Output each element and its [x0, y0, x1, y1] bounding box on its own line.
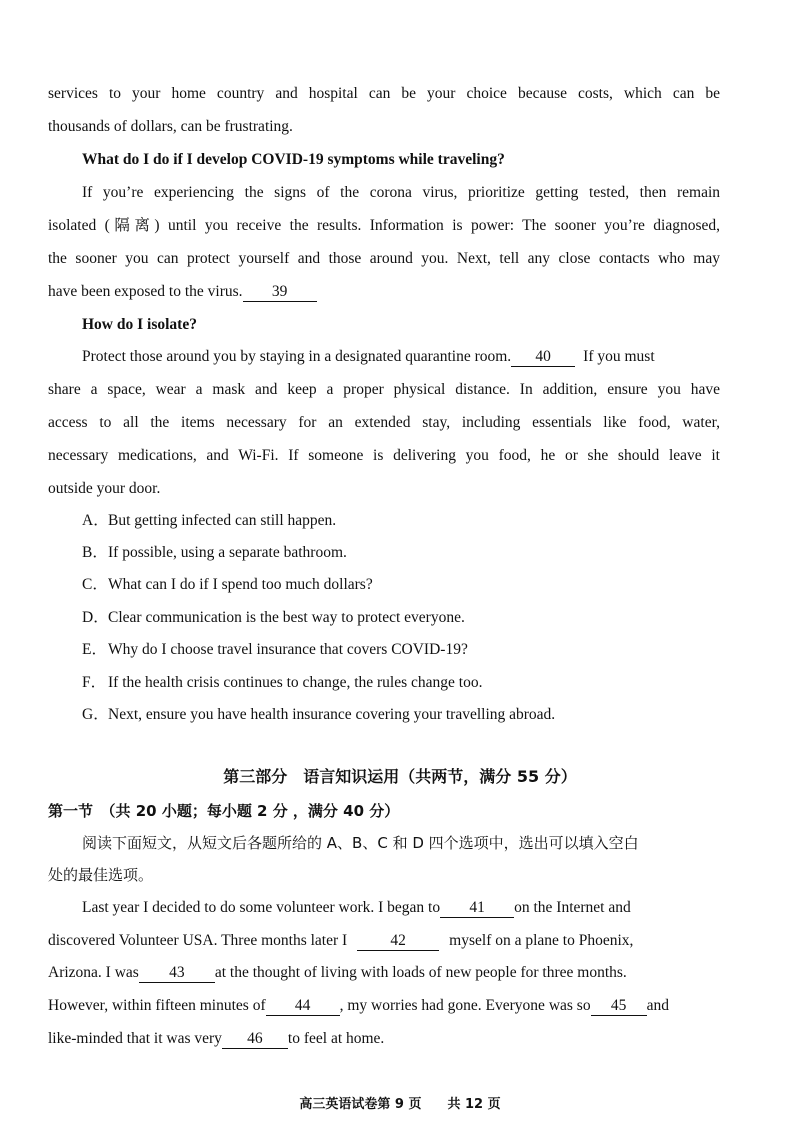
blank-46[interactable]: 46: [222, 1030, 288, 1049]
option-g[interactable]: [82, 704, 682, 726]
passage-line5: [48, 1028, 720, 1050]
option-f[interactable]: [82, 672, 682, 694]
passage-line1: [82, 897, 720, 919]
option-letter: G．: [82, 706, 109, 723]
page-footer: 高三英语试卷第 9 页 共 12 页: [299, 1097, 501, 1112]
option-text: Why do I choose travel insurance that covers COVID-19?: [108, 641, 468, 658]
option-letter: F．: [82, 674, 107, 691]
option-letter: D．: [82, 609, 109, 626]
para3-line1: [82, 346, 720, 368]
para3-line2: share a space, wear a mask and keep a proper physical distance. In addition, ensure you have: [48, 381, 720, 398]
option-e[interactable]: [82, 639, 682, 661]
heading-symptoms: What do I do if I develop COVID-19 symptoms while traveling?: [82, 151, 505, 168]
passage-text: However, within fifteen minutes of: [48, 997, 266, 1014]
option-text: Next, ensure you have health insurance covering your travelling abroad.: [108, 706, 556, 723]
passage-text: discovered Volunteer USA. Three months later I: [48, 932, 348, 949]
passage-text: on the Internet and: [514, 899, 631, 916]
para1-line1: services to your home country and hospital can be your choice because costs, which can be: [48, 85, 720, 102]
passage-line3: [48, 962, 720, 984]
option-d[interactable]: [82, 607, 682, 629]
para2-line4-text: have been exposed to the virus.: [48, 283, 243, 300]
passage-text: and: [646, 997, 669, 1014]
option-text: Clear communication is the best way to protect everyone.: [108, 609, 465, 626]
passage-text: Last year I decided to do some volunteer work. I began to: [82, 899, 441, 916]
option-letter: B．: [82, 544, 108, 561]
passage-text: myself on a plane to Phoenix,: [449, 932, 634, 949]
blank-42[interactable]: 42: [357, 932, 439, 951]
option-letter: C．: [82, 576, 108, 593]
blank-40[interactable]: 40: [511, 348, 575, 367]
passage-text: to feel at home.: [287, 1030, 385, 1047]
blank-44[interactable]: 44: [266, 997, 340, 1016]
para2-line3: the sooner you can protect yourself and those around you. Next, tell any close contacts who may: [48, 250, 720, 267]
blank-39[interactable]: 39: [243, 283, 317, 302]
instruction-line1: 阅读下面短文，从短文后各题所给的 A、B、C 和 D 四个选项中，选出可以填入空白: [82, 834, 639, 852]
passage-text: at the thought of living with loads of new people for three months.: [214, 964, 627, 981]
para3-line1-tail: If you must: [583, 348, 655, 365]
blank-45[interactable]: 45: [591, 997, 647, 1016]
passage-line2: [48, 930, 720, 952]
para2-line1: If you’re experiencing the signs of the corona virus, prioritize getting tested, then remain: [82, 184, 720, 201]
passage-text: , my worries had gone. Everyone was so: [339, 997, 591, 1014]
passage-line4: [48, 995, 720, 1017]
option-a[interactable]: [82, 510, 682, 532]
instruction-line2: 处的最佳选项。: [48, 866, 154, 884]
option-c[interactable]: [82, 574, 682, 596]
para2-line4: [48, 281, 720, 303]
option-text: If possible, using a separate bathroom.: [108, 544, 347, 561]
para3-line4: necessary medications, and Wi-Fi. If someone is delivering you food, he or she should leave it: [48, 447, 720, 464]
part3-title: 第三部分 语言知识运用（共两节，满分 55 分）: [223, 767, 577, 786]
option-text: But getting infected can still happen.: [108, 512, 337, 529]
para3-line1-text: Protect those around you by staying in a designated quarantine room.: [82, 348, 512, 365]
passage-text: Arizona. I was: [48, 964, 139, 981]
section1-title: 第一节 （共 20 小题；每小题 2 分 ，满分 40 分）: [48, 802, 400, 820]
option-letter: A．: [82, 512, 109, 529]
blank-43[interactable]: 43: [139, 964, 215, 983]
option-b[interactable]: [82, 542, 682, 564]
para1-line2: thousands of dollars, can be frustrating.: [48, 118, 293, 135]
option-text: What can I do if I spend too much dollars?: [108, 576, 373, 593]
para2-line2: isolated (隔离) until you receive the results. Information is power: The sooner you’re diagnosed,: [48, 217, 720, 234]
heading-isolate: How do I isolate?: [82, 316, 197, 333]
blank-41[interactable]: 41: [440, 899, 514, 918]
passage-text: like-minded that it was very: [48, 1030, 222, 1047]
para3-line3: access to all the items necessary for an extended stay, including essentials like food, water,: [48, 414, 720, 431]
para3-line5: outside your door.: [48, 480, 161, 497]
option-text: If the health crisis continues to change, the rules change too.: [108, 674, 483, 691]
option-letter: E．: [82, 641, 107, 658]
